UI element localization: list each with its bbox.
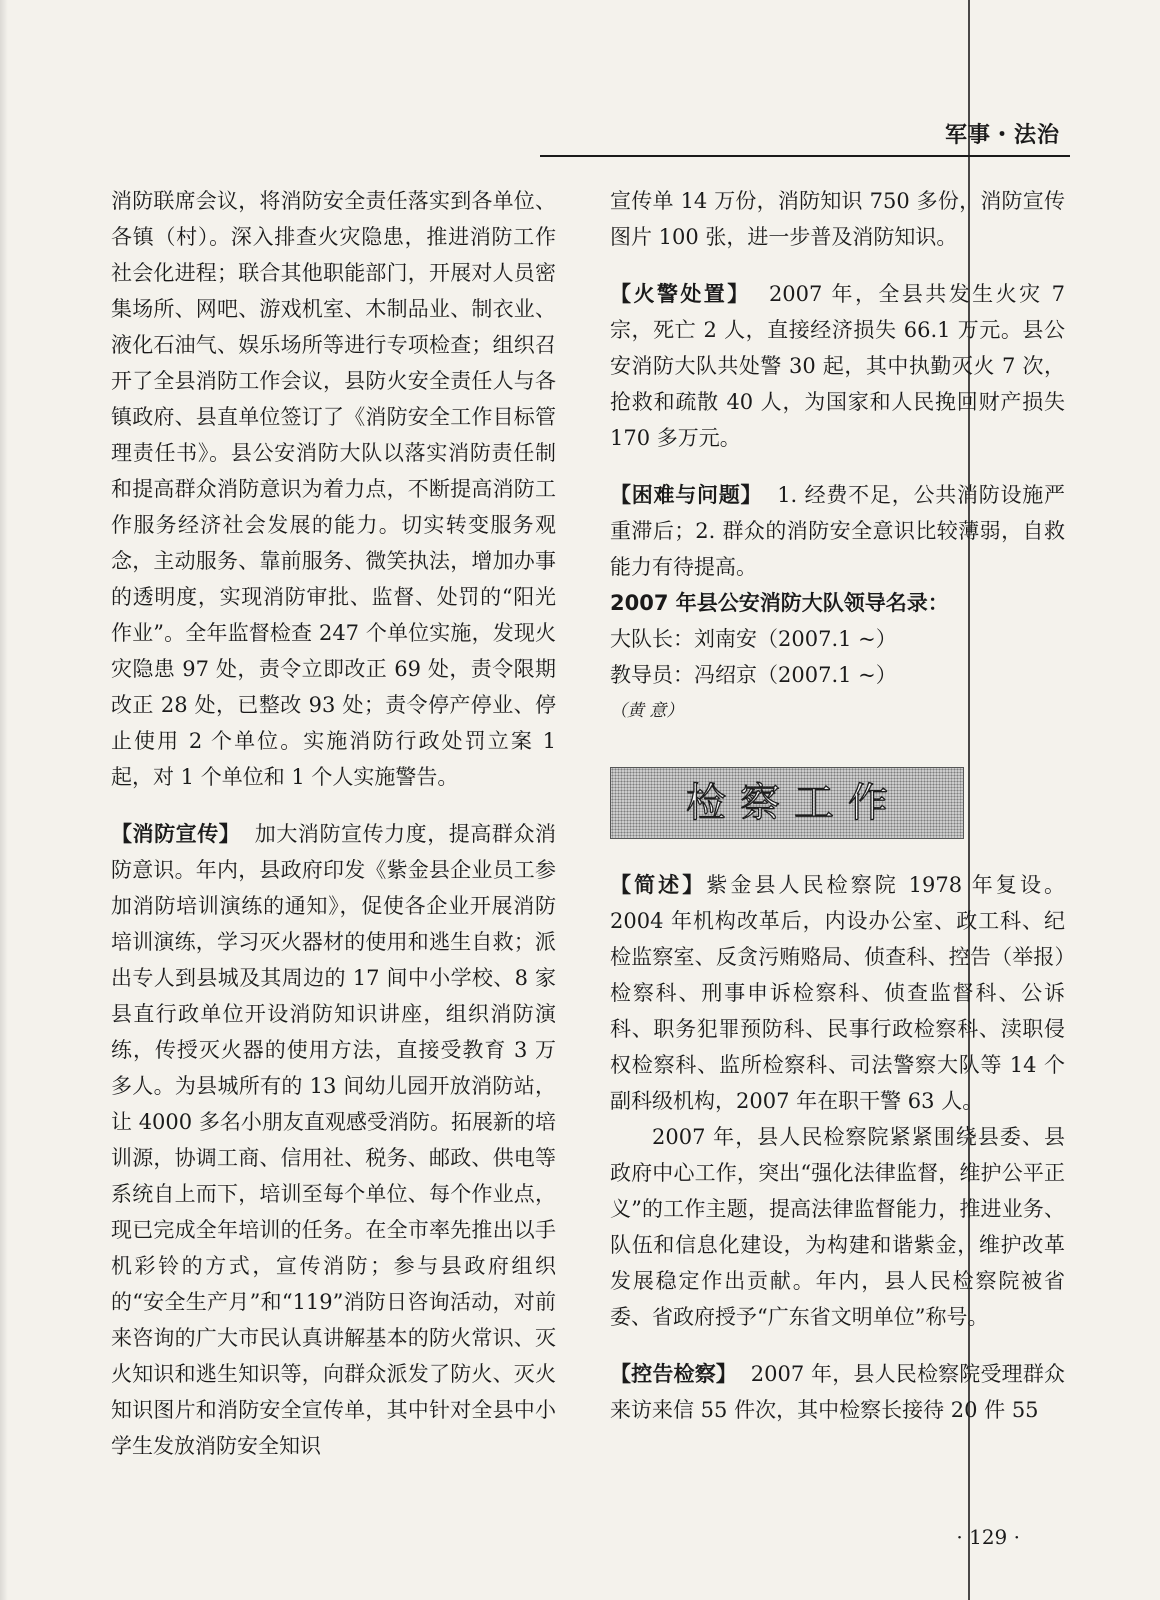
complaint-text: 2007 年，县人民检察院受理群众来访来信 55 件次，其中检察长接待 20 件 55 [610, 1362, 1065, 1422]
procuratorate-section-banner [610, 767, 964, 839]
author-signature: （黄 意） [610, 701, 684, 721]
right-column [610, 183, 1065, 1428]
section-header: 军事・法治 [944, 123, 1060, 148]
fire-alarm-text: 2007 年，全县共发生火灾 7 宗，死亡 2 人，直接经济损失 66.1 万元。县公安消防大队共处警 30 起，其中执勤灭火 7 次，抢救和疏散 40 人，为国家和人民挽回财产损失 170 多万元。 [610, 282, 1066, 450]
page-number: · 129 · [956, 1525, 1020, 1549]
scan-edge-shadow [0, 0, 8, 1600]
leader-captain: 大队长：刘南安（2007.1 ~） [610, 627, 897, 651]
fire-alarm-heading: 【火警处置】 [610, 282, 751, 306]
complaint-paragraph [610, 1356, 1065, 1428]
summary-second-paragraph: 2007 年，县人民检察院紧紧围绕县委、县政府中心工作，突出“强化法律监督，维护公平正义”的工作主题，提高法律监督能力，推进业务、队伍和信息化建设，为构建和谐紫金，维护改革发展稳定作出贡献。年内，县人民检察院被省委、省政府授予“广东省文明单位”称号。 [610, 1125, 1065, 1329]
leader-instructor: 教导员：冯绍京（2007.1 ~） [610, 663, 897, 687]
header-rule [540, 155, 1070, 157]
fire-publicity-paragraph [111, 816, 556, 1464]
fire-alarm-paragraph [610, 276, 1065, 456]
fire-publicity-text: 加大消防宣传力度，提高群众消防意识。年内，县政府印发《紫金县企业员工参加消防培训演练的通知》，促使各企业开展消防培训演练，学习灭火器材的使用和逃生自救；派出专人到县城及其周边的 17 间中小学校、8 家县直行政单位开设消防知识讲座，组织消防演练，传授灭火器的使用方法，直接受教育 3 万多人。为县城所有的 13 间幼儿园开放消防站，让 4000 多名小朋友直观感受消防。拓展新的培训源，协调工商、信用社、税务、邮政、供电等系统自上而下，培训至每个单位、每个作业点，现已完成全年培训的任务。在全市率先推出以手机彩铃的方式，宣传消防；参与县政府组织的“安全生产月”和“119”消防日咨询活动，对前来咨询的广大市民认真讲解基本的防火常识、灭火知识和逃生知识等，向群众派发了防火、灭火知识图片和消防安全宣传单，其中针对全县中小学生发放消防安全知识 [111, 822, 557, 1458]
publicity-continuation-paragraph: 宣传单 14 万份，消防知识 750 多份，消防宣传图片 100 张，进一步普及消防知识。 [610, 189, 1065, 249]
summary-heading: 【简述】 [610, 873, 707, 897]
leaders-list-title: 2007 年县公安消防大队领导名录： [610, 591, 949, 615]
left-column [111, 183, 556, 1464]
fire-responsibility-paragraph: 消防联席会议，将消防安全责任落实到各单位、各镇（村）。深入排查火灾隐患，推进消防工作社会化进程；联合其他职能部门，开展对人员密集场所、网吧、游戏机室、木制品业、制衣业、液化石油气、娱乐场所等进行专项检查；组织召开了全县消防工作会议，县防火安全责任人与各镇政府、县直单位签订了《消防安全工作目标管理责任书》。县公安消防大队以落实消防责任制和提高群众消防意识为着力点，不断提高消防工作服务经济社会发展的能力。切实转变服务观念，主动服务、靠前服务、微笑执法，增加办事的透明度，实现消防审批、监督、处罚的“阳光作业”。全年监督检查 247 个单位实施，发现火灾隐患 97 处，责令立即改正 69 处，责令限期改正 28 处，已整改 93 处；责令停产停业、停止使用 2 个单位。实施消防行政处罚立案 1 起，对 1 个单位和 1 个人实施警告。 [111, 189, 556, 789]
problems-heading: 【困难与问题】 [610, 483, 763, 507]
problems-paragraph [610, 477, 1065, 585]
problems-text: 1. 经费不足，公共消防设施严重滞后；2. 群众的消防安全意识比较薄弱，自救能力有待提高。 [610, 483, 1065, 579]
summary-paragraph [610, 867, 1065, 1119]
summary-text: 紫金县人民检察院 1978 年复设。2004 年机构改革后，内设办公室、政工科、纪检监察室、反贪污贿赂局、侦查科、控告（举报）检察科、刑事申诉检察科、侦查监督科、公诉科、职务犯罪预防科、民事行政检察科、渎职侵权检察科、监所检察科、司法警察大队等 14 个副科级机构，2007 年在职干警 63 人。 [610, 873, 1066, 1113]
fire-publicity-heading: 【消防宣传】 [111, 822, 241, 846]
complaint-heading: 【控告检察】 [610, 1362, 738, 1386]
procuratorate-section-title: 检察工作 [686, 780, 902, 826]
